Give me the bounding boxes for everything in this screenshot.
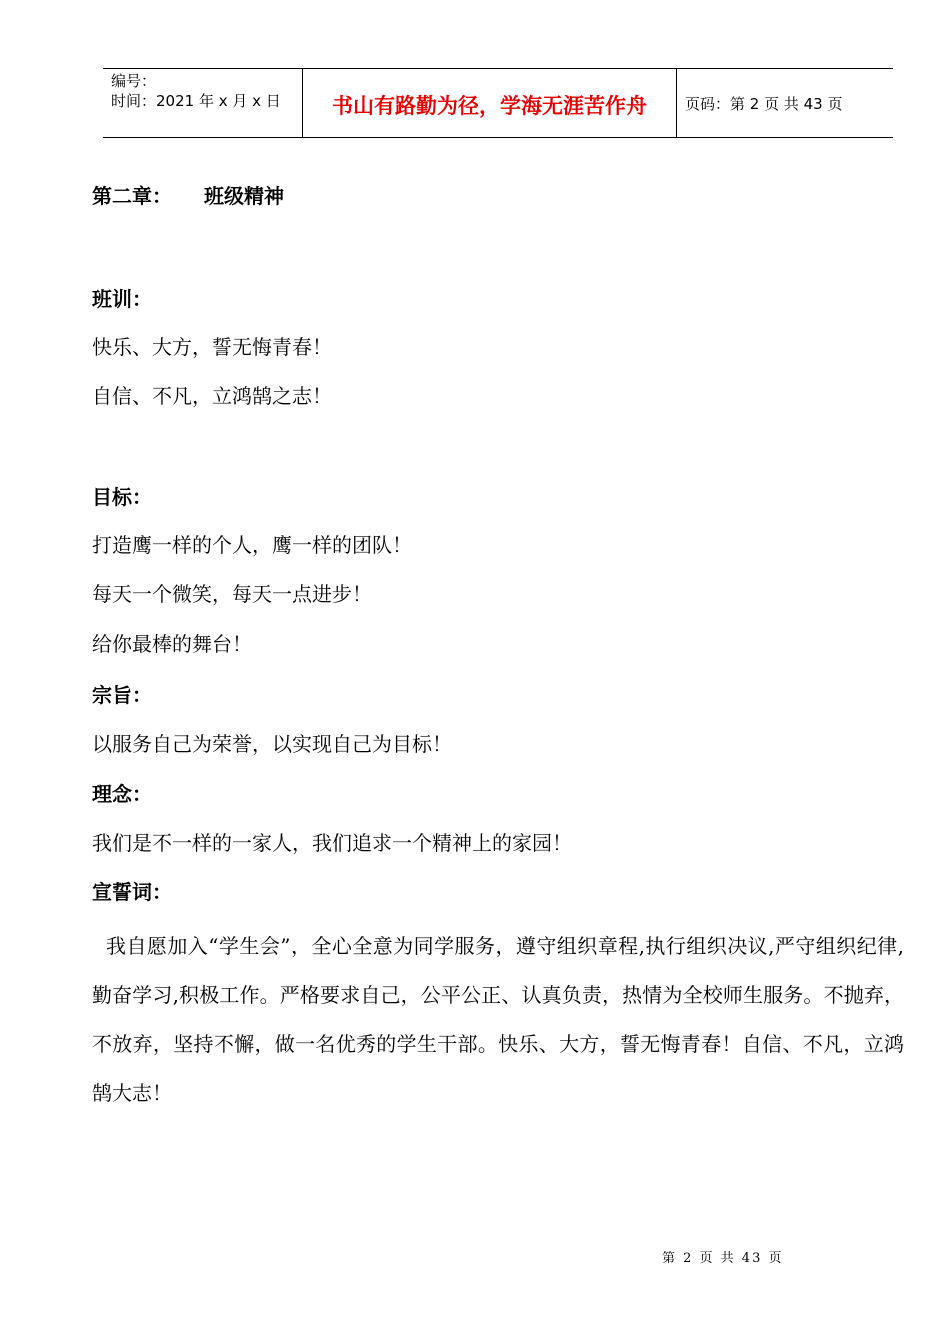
concept-heading: 理念：	[92, 782, 152, 806]
header-motto: 书山有路勤为径，学海无涯苦作舟	[303, 69, 677, 137]
goal-line: 给你最棒的舞台！	[92, 632, 252, 656]
purpose-heading: 宗旨：	[92, 683, 152, 707]
motto-line: 快乐、大方，誓无悔青春！	[92, 335, 332, 359]
goal-line: 每天一个微笑，每天一点进步！	[92, 582, 372, 606]
header-meta	[103, 69, 303, 137]
document-number-label: 编号：	[111, 72, 157, 90]
concept-line: 我们是不一样的一家人，我们追求一个精神上的家园！	[92, 831, 572, 855]
document-date-label: 时间：2021 年 x 月 x 日	[111, 92, 281, 110]
header-page-label: 页码：第 2 页 共 43 页	[685, 94, 843, 113]
purpose-line: 以服务自己为荣誉，以实现自己为目标！	[92, 732, 452, 756]
oath-paragraph: 我自愿加入“学生会”，全心全意为同学服务，遵守组织章程,执行组织决议,严守组织纪律,勤奋学习,积极工作。严格要求自己，公平公正、认真负责，热情为全校师生服务。不抛弃，不放弃，坚持不懈，做一名优秀的学生干部。快乐、大方，誓无悔青春！自信、不凡，立鸿鹄大志！	[92, 934, 904, 1105]
goal-line: 打造鹰一样的个人，鹰一样的团队！	[92, 533, 412, 557]
page-header	[103, 68, 893, 138]
oath-heading: 宣誓词：	[92, 880, 172, 904]
motto-line: 自信、不凡，立鸿鹄之志！	[92, 384, 332, 408]
chapter-title: 班级精神	[204, 184, 284, 208]
motto-heading: 班训：	[92, 287, 152, 311]
chapter-label: 第二章：	[92, 184, 172, 208]
chapter-heading	[92, 180, 284, 209]
goal-heading: 目标：	[92, 485, 152, 509]
page-footer: 第 2 页 共 43 页	[662, 1251, 784, 1266]
